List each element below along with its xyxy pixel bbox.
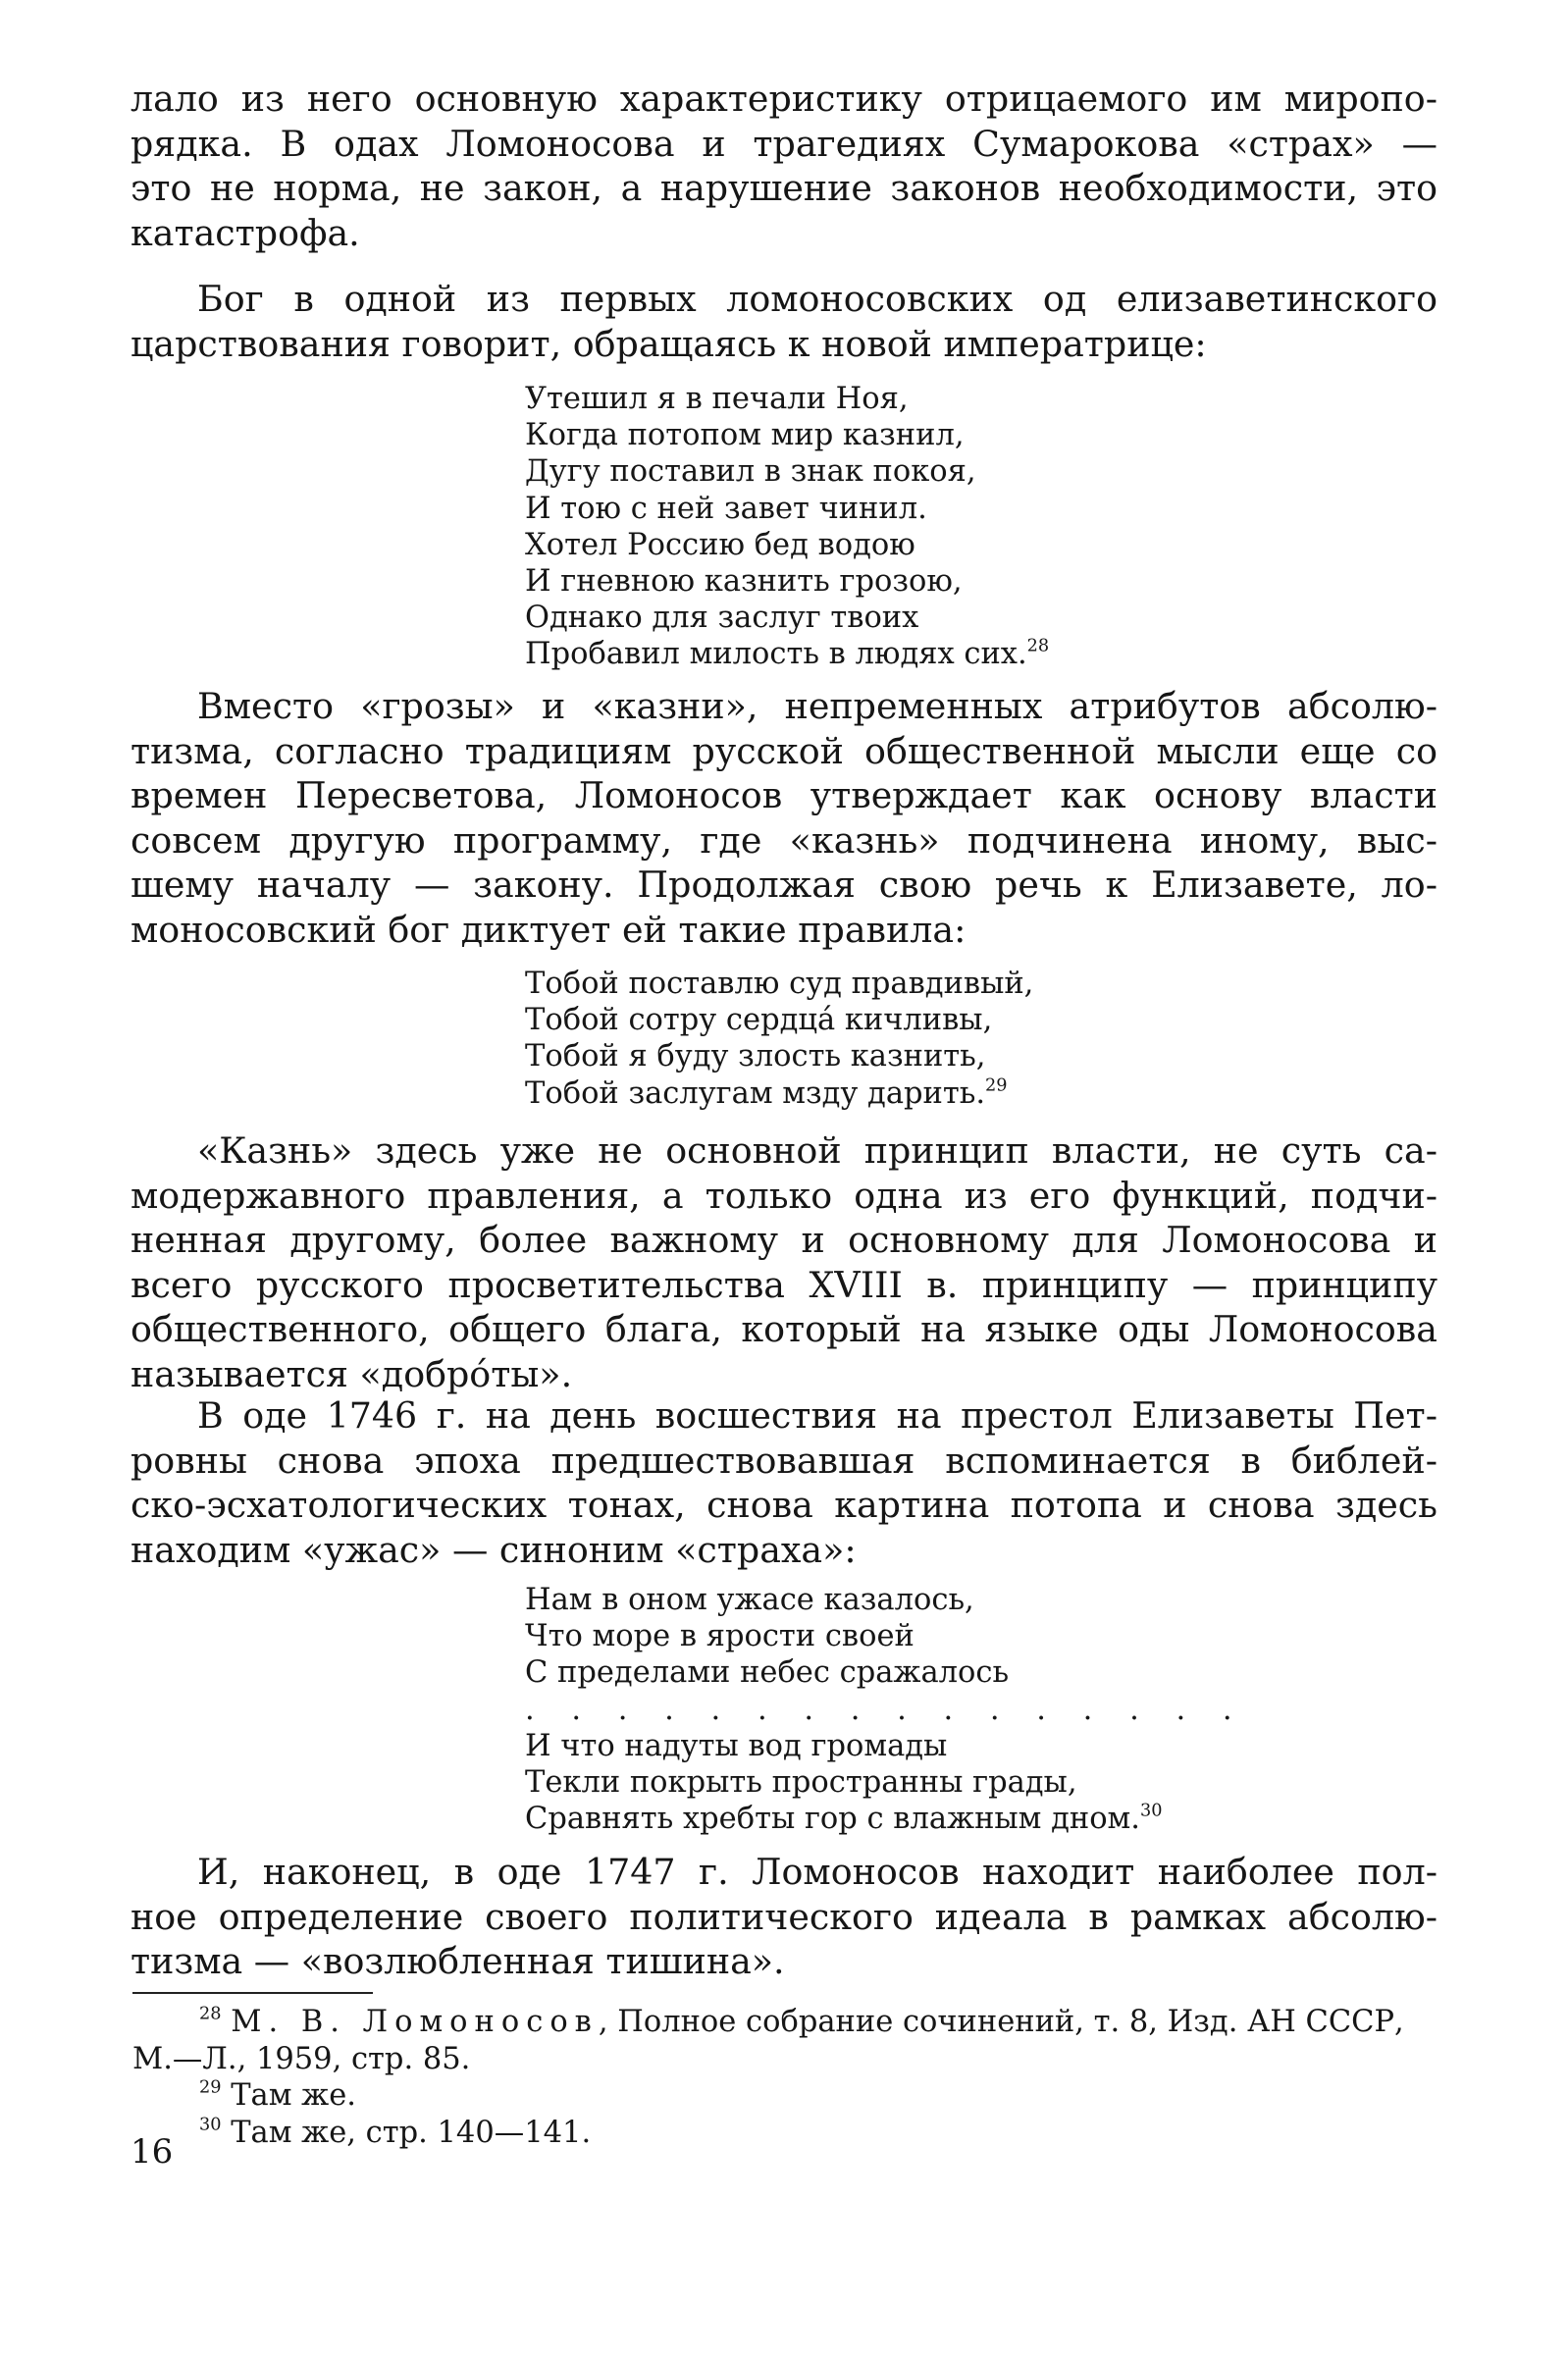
verse-line: Что море в ярости своей xyxy=(525,1619,915,1654)
poem-quote-3 xyxy=(525,1582,1428,1837)
footnote-30 xyxy=(132,2115,1437,2152)
verse-text: Пробавил милость в людях сих. xyxy=(525,637,1027,672)
footnote-28-continued: М.—Л., 1959, стр. 85. xyxy=(132,2041,471,2076)
verse-line xyxy=(525,636,1428,672)
text-line: ровны снова эпоха предшествовавшая вспоминается в библей- xyxy=(131,1439,1437,1482)
text-line: тизма, согласно традициям русской общественной мысли еще со xyxy=(131,729,1437,772)
page-number: 16 xyxy=(131,2132,174,2172)
verse-line: Однако для заслуг твоих xyxy=(525,601,919,636)
footnote-author: М. В. Ломоносов xyxy=(231,2005,599,2039)
verse-line: Текли покрыть пространны грады, xyxy=(525,1765,1077,1801)
text-line: «Казнь» здесь уже не основной принцип власти, не суть са- xyxy=(197,1129,1437,1172)
verse-line: Нам в оном ужасе казалось, xyxy=(525,1583,974,1617)
paragraph-3 xyxy=(131,684,1437,953)
footnote-29 xyxy=(132,2077,1437,2115)
verse-line: Тобой сотру сердца́ кичливы, xyxy=(525,1003,993,1038)
text-line: ско-эсхатологических тонах, снова картина потопа и снова здесь xyxy=(131,1484,1437,1527)
footnote-text: Там же. xyxy=(231,2078,356,2114)
footnote-number: 30 xyxy=(199,2115,222,2135)
text-line: моносовский бог диктует ей такие правила: xyxy=(131,908,967,951)
poem-quote-2 xyxy=(525,966,1428,1112)
text-line: В оде 1746 г. на день восшествия на престол Елизаветы Пет- xyxy=(197,1394,1437,1437)
text-line: тизма — «возлюбленная тишина». xyxy=(131,1940,785,1983)
footnotes xyxy=(132,2004,1437,2151)
text-line: совсем другую программу, где «казнь» подчинена иному, выс- xyxy=(131,818,1437,862)
verse-line: И что надуты вод громады xyxy=(525,1728,948,1763)
verse-line xyxy=(525,1801,1428,1837)
verse-line: И тою с ней завет чинил. xyxy=(525,491,927,526)
verse-line: И гневною казнить грозою, xyxy=(525,564,963,600)
text-line: ное определение своего политического идеала в рамках абсолю- xyxy=(131,1895,1437,1938)
verse-line: Когда потопом мир казнил, xyxy=(525,418,965,453)
text-line: лало из него основную характеристику отрицаемого им миропо- xyxy=(131,78,1437,120)
text-line: ненная другому, более важному и основному для Ломоносова и xyxy=(131,1219,1437,1262)
paragraph-2 xyxy=(131,277,1437,366)
text-line: И, наконец, в оде 1747 г. Ломоносов находит наиболее пол- xyxy=(197,1851,1437,1893)
footnote-ref-29: 29 xyxy=(985,1075,1008,1096)
paragraph-6 xyxy=(131,1850,1437,1984)
poem-quote-1 xyxy=(525,381,1428,673)
text-line: рядка. В одах Ломоносова и трагедиях Сумарокова «страх» — xyxy=(131,122,1437,165)
verse-line: Хотел Россию бед водою xyxy=(525,527,915,562)
text-line: всего русского просветительства XVIII в. принципу — принципу xyxy=(131,1263,1437,1306)
verse-line: Тобой я буду злость казнить, xyxy=(525,1039,986,1074)
verse-line: С пределами небес сражалось xyxy=(525,1655,1010,1691)
footnote-number: 29 xyxy=(199,2077,222,2098)
paragraph-5 xyxy=(131,1393,1437,1572)
text-line: общественного, общего блага, который на языке оды Ломоносова xyxy=(131,1308,1437,1351)
paragraph-1 xyxy=(131,77,1437,255)
footnote-number: 28 xyxy=(199,2004,222,2024)
text-line: шему началу — закону. Продолжая свою речь к Елизавете, ло- xyxy=(131,864,1437,907)
footnote-ref-28: 28 xyxy=(1026,637,1050,657)
paragraph-4 xyxy=(131,1128,1437,1397)
footnote-text: Там же, стр. 140—141. xyxy=(231,2115,592,2150)
footnote-ref-30: 30 xyxy=(1139,1801,1163,1821)
ellipsis-line: . . . . . . . . . . . . . . . . xyxy=(525,1692,1246,1727)
text-line: Бог в одной из первых ломоносовских од елизаветинского xyxy=(197,278,1437,320)
footnote-text: , Полное собрание сочинений, т. 8, Изд. АН СССР, xyxy=(598,2005,1404,2039)
verse-line: Дугу поставил в знак покоя, xyxy=(525,454,976,490)
verse-text: Тобой заслугам мзду дарить. xyxy=(525,1075,986,1111)
verse-line: Утешил я в печали Ноя, xyxy=(525,382,909,416)
text-line: времен Пересветова, Ломоносов утверждает как основу власти xyxy=(131,774,1437,817)
text-line: Вместо «грозы» и «казни», непременных атрибутов абсолю- xyxy=(197,685,1437,727)
text-line: модержавного правления, а только одна из его функций, подчи- xyxy=(131,1174,1437,1217)
text-line: называется «добро́ты». xyxy=(131,1352,573,1395)
verse-line: Тобой поставлю суд правдивый, xyxy=(525,967,1034,1001)
text-line: это не норма, не закон, а нарушение законов необходимости, это xyxy=(131,167,1437,210)
text-line: катастрофа. xyxy=(131,211,360,254)
text-line: находим «ужас» — синоним «страха»: xyxy=(131,1528,857,1571)
verse-text: Сравнять хребты гор с влажным дном. xyxy=(525,1802,1140,1837)
footnote-28 xyxy=(132,2004,1437,2041)
footnote-separator xyxy=(132,1992,373,1994)
verse-line xyxy=(525,1075,1428,1112)
text-line: царствования говорит, обращаясь к новой императрице: xyxy=(131,322,1207,365)
